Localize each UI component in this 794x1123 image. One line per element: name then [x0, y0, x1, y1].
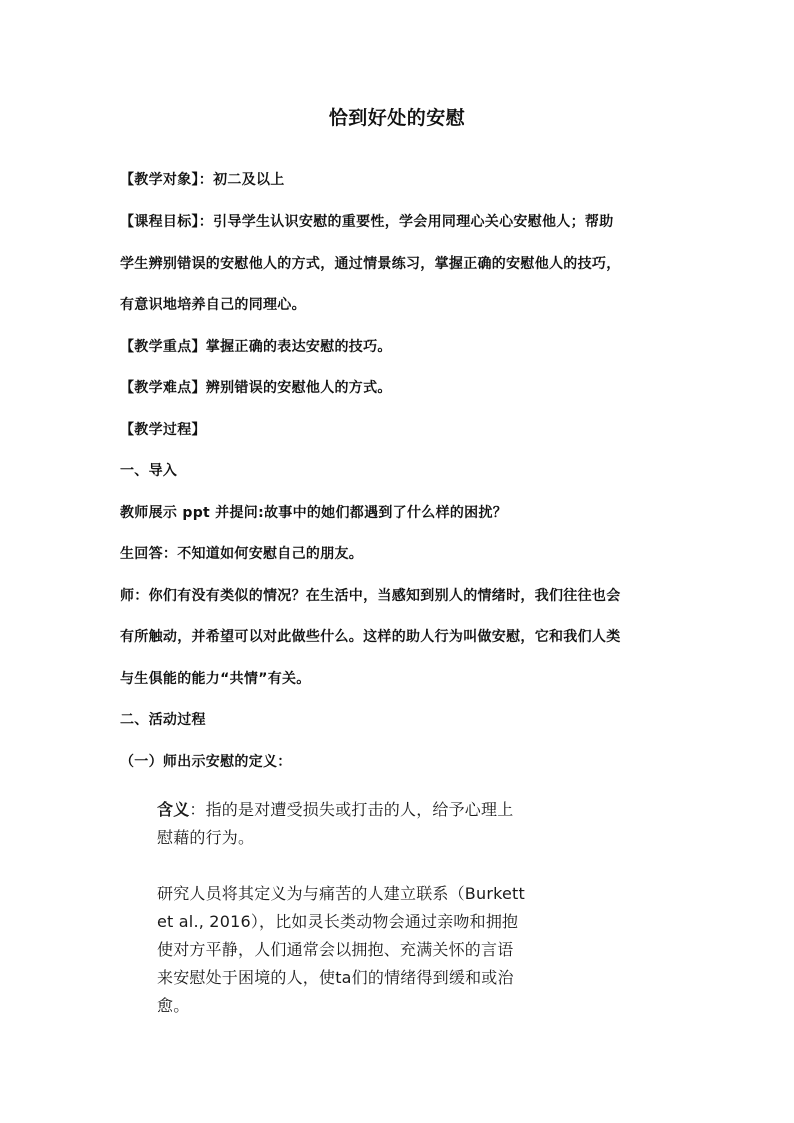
- student-answer: 生回答：不知道如何安慰自己的朋友。: [120, 546, 364, 562]
- section-introduction-heading: 一、导入: [120, 463, 178, 479]
- definition-lead: 含义: [157, 800, 190, 819]
- course-goal-line-3: 有意识地培养自己的同理心。: [120, 297, 306, 313]
- research-line-1: 研究人员将其定义为与痛苦的人建立联系（Burkett: [157, 884, 525, 903]
- teaching-process-heading: 【教学过程】: [120, 422, 206, 438]
- course-goal-line-1: 【课程目标】：引导学生认识安慰的重要性，学会用同理心关心安慰他人；帮助: [120, 214, 614, 230]
- definition-line-1: [157, 798, 513, 822]
- definition-line-1-rest: ：指的是对遭受损失或打击的人，给予心理上: [189, 800, 514, 819]
- course-goal-line-2: 学生辨别错误的安慰他人的方式，通过情景练习，掌握正确的安慰他人的技巧，: [120, 256, 621, 272]
- teacher-remark-line-2: 有所触动，并希望可以对此做些什么。这样的助人行为叫做安慰，它和我们人类: [120, 629, 621, 645]
- teacher-remark-line-3: 与生俱能的能力“共情”有关。: [120, 671, 311, 687]
- document-title: 恰到好处的安慰: [328, 107, 466, 129]
- teaching-target: 【教学对象】：初二及以上: [120, 172, 285, 188]
- definition-line-2: 慰藉的行为。: [157, 828, 255, 847]
- section-activity-heading: 二、活动过程: [120, 712, 206, 728]
- teaching-key-point: 【教学重点】掌握正确的表达安慰的技巧。: [120, 339, 392, 355]
- research-line-2: et al., 2016），比如灵长类动物会通过亲吻和拥抱: [157, 912, 519, 931]
- subsection-definition-heading: （一）师出示安慰的定义：: [120, 754, 292, 770]
- teacher-remark-line-1: 师：你们有没有类似的情况？在生活中，当感知到别人的情绪时，我们往往也会: [120, 588, 621, 604]
- research-line-3: 使对方平静，人们通常会以拥抱、充满关怀的言语: [157, 940, 514, 959]
- teacher-question: 教师展示 ppt 并提问:故事中的她们都遇到了什么样的困扰？: [120, 505, 508, 521]
- research-line-5: 愈。: [157, 996, 190, 1015]
- teaching-difficulty: 【教学难点】辨别错误的安慰他人的方式。: [120, 380, 392, 396]
- research-line-4: 来安慰处于困境的人，使ta们的情绪得到缓和或治: [157, 968, 514, 987]
